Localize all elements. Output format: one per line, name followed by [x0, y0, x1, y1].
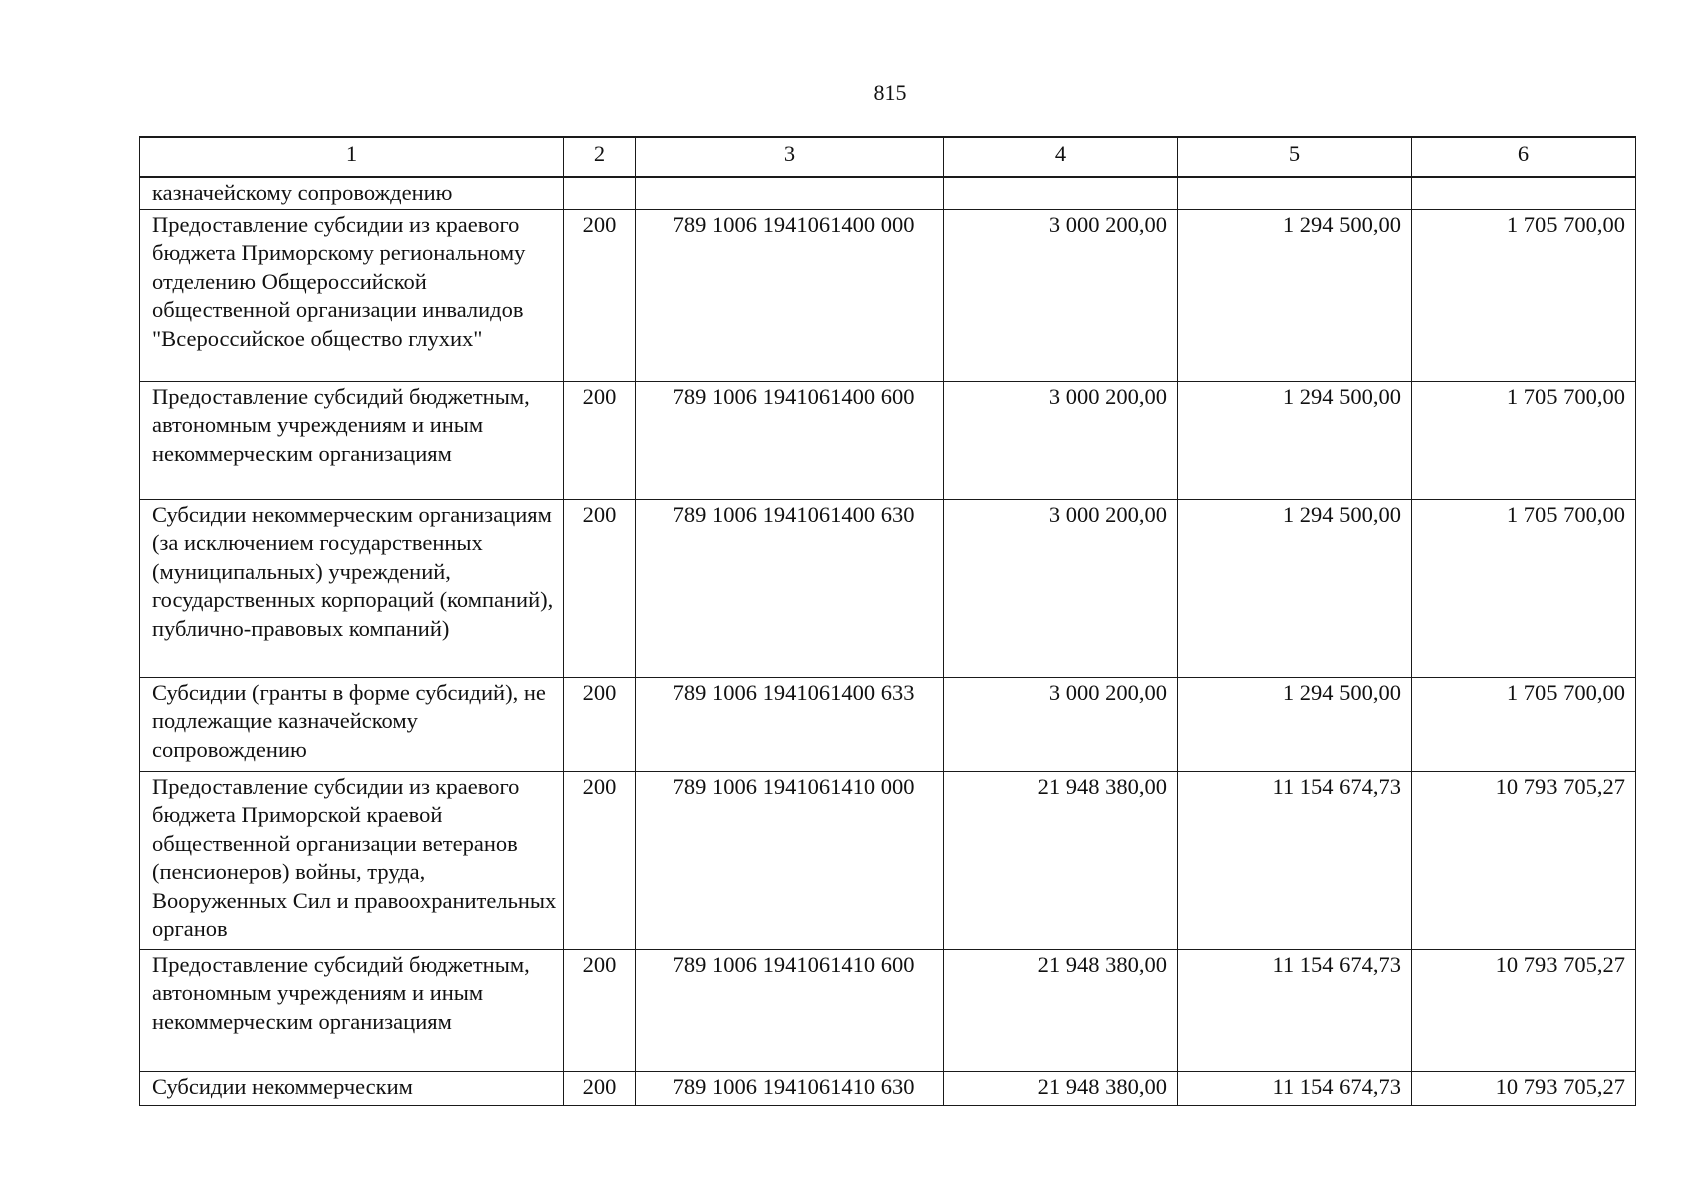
row-col2: 200 [564, 949, 636, 1071]
table-row [140, 177, 1636, 209]
row-value-4: 21 948 380,00 [944, 771, 1178, 949]
row-code: 789 1006 1941061410 630 [636, 1071, 944, 1105]
table-header-row [140, 137, 1636, 177]
header-col-6: 6 [1412, 137, 1636, 177]
row-name: Предоставление субсидии из краевого бюджета Приморскому региональному отделению Общероссийской общественной организации инвалидов "Всероссийское общество глухих" [140, 209, 564, 381]
row-value-6: 1 705 700,00 [1412, 209, 1636, 381]
header-col-1: 1 [140, 137, 564, 177]
row-value-4: 21 948 380,00 [944, 949, 1178, 1071]
row-value-5 [1178, 177, 1412, 209]
row-value-4: 3 000 200,00 [944, 499, 1178, 677]
row-value-6: 10 793 705,27 [1412, 1071, 1636, 1105]
table-row [140, 209, 1636, 381]
row-col2: 200 [564, 1071, 636, 1105]
row-name: Субсидии (гранты в форме субсидий), не подлежащие казначейскому сопровождению [140, 677, 564, 771]
row-value-5: 11 154 674,73 [1178, 1071, 1412, 1105]
table-row [140, 381, 1636, 499]
row-col2: 200 [564, 209, 636, 381]
row-value-4: 3 000 200,00 [944, 381, 1178, 499]
row-code: 789 1006 1941061400 000 [636, 209, 944, 381]
budget-table [139, 136, 1636, 1106]
row-value-5: 11 154 674,73 [1178, 949, 1412, 1071]
row-value-5: 11 154 674,73 [1178, 771, 1412, 949]
row-name: Субсидии некоммерческим организациям (за исключением государственных (муниципальных) учреждений, государственных корпораций (компаний), публично-правовых компаний) [140, 499, 564, 677]
row-value-6: 1 705 700,00 [1412, 381, 1636, 499]
row-code: 789 1006 1941061410 600 [636, 949, 944, 1071]
row-value-5: 1 294 500,00 [1178, 209, 1412, 381]
row-value-5: 1 294 500,00 [1178, 381, 1412, 499]
row-name: казначейскому сопровождению [140, 177, 564, 209]
row-value-6: 10 793 705,27 [1412, 949, 1636, 1071]
row-value-6: 10 793 705,27 [1412, 771, 1636, 949]
row-col2: 200 [564, 677, 636, 771]
row-value-5: 1 294 500,00 [1178, 677, 1412, 771]
row-code: 789 1006 1941061410 000 [636, 771, 944, 949]
row-col2 [564, 177, 636, 209]
row-value-6 [1412, 177, 1636, 209]
row-name: Предоставление субсидий бюджетным, автономным учреждениям и иным некоммерческим организациям [140, 381, 564, 499]
header-col-3: 3 [636, 137, 944, 177]
row-value-6: 1 705 700,00 [1412, 499, 1636, 677]
row-code: 789 1006 1941061400 633 [636, 677, 944, 771]
table-row [140, 949, 1636, 1071]
row-col2: 200 [564, 381, 636, 499]
row-code: 789 1006 1941061400 600 [636, 381, 944, 499]
row-value-4: 3 000 200,00 [944, 209, 1178, 381]
table-row [140, 677, 1636, 771]
row-value-6: 1 705 700,00 [1412, 677, 1636, 771]
row-value-4 [944, 177, 1178, 209]
row-col2: 200 [564, 499, 636, 677]
table-row [140, 1071, 1636, 1105]
row-value-5: 1 294 500,00 [1178, 499, 1412, 677]
table-row [140, 499, 1636, 677]
row-name: Субсидии некоммерческим [140, 1071, 564, 1105]
row-code [636, 177, 944, 209]
page-number: 815 [873, 80, 907, 105]
header-col-5: 5 [1178, 137, 1412, 177]
row-col2: 200 [564, 771, 636, 949]
row-code: 789 1006 1941061400 630 [636, 499, 944, 677]
header-col-4: 4 [944, 137, 1178, 177]
row-name: Предоставление субсидий бюджетным, автономным учреждениям и иным некоммерческим организациям [140, 949, 564, 1071]
row-value-4: 3 000 200,00 [944, 677, 1178, 771]
header-col-2: 2 [564, 137, 636, 177]
row-value-4: 21 948 380,00 [944, 1071, 1178, 1105]
row-name: Предоставление субсидии из краевого бюджета Приморской краевой общественной организации ветеранов (пенсионеров) войны, труда, Вооруженных Сил и правоохранительных органов [140, 771, 564, 949]
table-row [140, 771, 1636, 949]
